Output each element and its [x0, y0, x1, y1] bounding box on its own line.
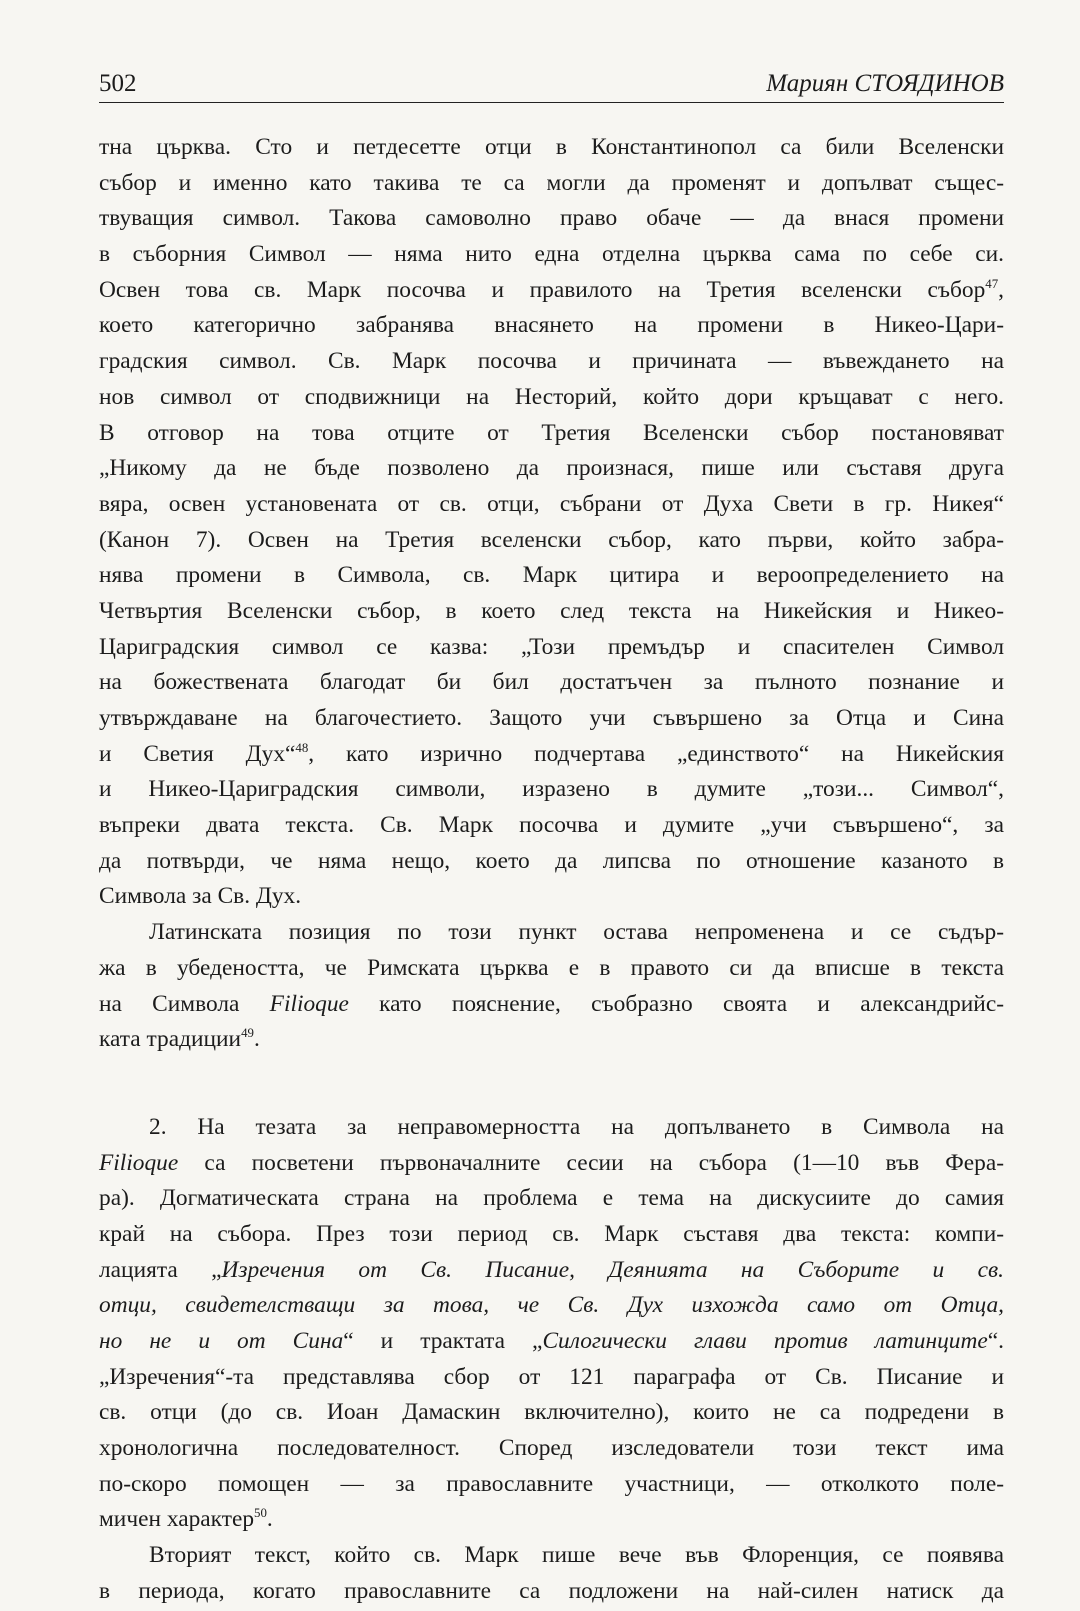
footnote-ref-47: 47 [985, 276, 999, 291]
text-line: Четвъртия Вселенски събор, в което след текста на Никейския и Никео- [99, 597, 1004, 624]
paragraph-2 [99, 915, 1004, 1058]
text-line: на божествената благодат би бил достатъчен за пълното познание и [99, 669, 1004, 696]
text-segment: . [253, 1026, 260, 1053]
text-line: „Изречения“-та представлява сбор от 121 параграфа от Св. Писание и [99, 1363, 1004, 1390]
paragraph-1 [99, 130, 1004, 915]
text-line: вяра, освен установената от св. отци, събрани от Духа Свети в гр. Никея“ [99, 490, 1004, 517]
text-line [99, 737, 1004, 773]
paragraph-4 [99, 1538, 1004, 1609]
text-line: ра). Догматическата страна на проблема е тема на дискусиите до самия [99, 1185, 1004, 1212]
text-line: градския символ. Св. Марк посочва и причината — въвеждането на [99, 348, 1004, 375]
text-segment: , [998, 276, 1004, 303]
text-line: „Никому да не бъде позволено да произнася, пише или съставя друга [99, 455, 1004, 482]
italic-term: Filioque [99, 1149, 179, 1176]
text-segment: лацията „ [99, 1256, 222, 1283]
footnote-ref-50: 50 [254, 1506, 267, 1521]
text-line [99, 1502, 1004, 1538]
text-line: В отговор на това отците от Третия Вселенски събор постановяват [99, 419, 1004, 446]
section-gap [99, 1058, 1004, 1110]
footnote-ref-49: 49 [241, 1026, 254, 1041]
italic-title: но не и от Сина [99, 1328, 344, 1354]
text-segment: и Светия Дух“ [99, 740, 296, 767]
text-line: въпреки двата текста. Св. Марк посочва и думите „учи съвършено“, за [99, 812, 1004, 839]
italic-title: Силогически глави против латинците [542, 1328, 988, 1354]
text-segment: мичен характер [99, 1506, 255, 1533]
text-line [99, 1324, 1004, 1360]
text-line: (Канон 7). Освен на Третия вселенски събор, като първи, който забра- [99, 526, 1004, 553]
text-line: в периода, когато православните са подложени на най-силен натиск да [99, 1577, 1004, 1604]
text-line: което категорично забранява внасянето на промени в Никео-Цари- [99, 312, 1004, 339]
text-segment: са посветени първоначалните сесии на събора (1—10 във Фера- [178, 1149, 1004, 1176]
text-line: Вторият текст, който св. Марк пише вече във Флоренция, се появява [149, 1542, 1004, 1569]
text-segment: “. [987, 1328, 1004, 1354]
text-line: твуващия символ. Такова самоволно право обаче — да внася промени [99, 205, 1004, 232]
italic-term: Filioque [269, 990, 349, 1017]
text-line: утвърждаване на благочестието. Защото учи съвършено за Отца и Сина [99, 705, 1004, 731]
text-segment: “ и трактата „ [343, 1328, 543, 1354]
text-line: нява промени в Символа, св. Марк цитира и вероопределението на [99, 562, 1004, 589]
text-line: Латинската позиция по този пункт остава непроменена и се съдър- [149, 919, 1004, 946]
text-line: св. отци (до св. Иоан Дамаскин включително), които не са подредени в [99, 1399, 1004, 1426]
body-text [99, 130, 1004, 1610]
text-line: тна църква. Сто и петдесетте отци в Константинопол са били Вселенски [99, 134, 1004, 160]
text-line [99, 987, 1004, 1023]
text-line [99, 1253, 1004, 1289]
text-line: да потвърди, че няма нещо, което да липсва по отношение казаното в [99, 847, 1004, 874]
italic-title: отци, свидетелстващи за това, че Св. Дух изхожда само от Отца, [99, 1292, 1004, 1319]
text-line: в съборния Символ — няма нито една отделна църква сама по себе си. [99, 241, 1004, 268]
text-line: 2. На тезата за неправомерността на допълването в Символа на [149, 1113, 1004, 1140]
text-line: нов символ от сподвижници на Несторий, който дори кръщават с него. [99, 383, 1004, 410]
text-line [99, 1022, 1004, 1058]
text-line: Цариградския символ се казва: „Този премъдър и спасителен Символ [99, 633, 1004, 660]
text-line [99, 1288, 1004, 1324]
text-line [99, 1146, 1004, 1182]
text-segment: , като изрично подчертава „единството“ на Никейския [308, 740, 1004, 767]
text-line: край на събора. През този период св. Марк съставя два текста: компи- [99, 1220, 1004, 1247]
paragraph-3 [99, 1110, 1004, 1538]
text-line [99, 273, 1004, 309]
page-header [99, 64, 1004, 103]
page-number: 502 [99, 70, 137, 97]
footnote-ref-48: 48 [295, 740, 309, 755]
running-title: Мариян СТОЯДИНОВ [766, 70, 1004, 97]
text-line: хронологична последователност. Според изследователи този текст има [99, 1435, 1004, 1462]
text-line: събор и именно като такива те са могли да променят и допълват същес- [99, 169, 1004, 196]
text-segment: Освен това св. Марк посочва и правилото на Третия вселенски събор [99, 276, 986, 303]
italic-title: Изречения от Св. Писание, Деянията на Съборите и св. [221, 1256, 1004, 1283]
text-line: и Никео-Цариградския символи, изразено в думите „този... Символ“, [99, 776, 1004, 803]
text-segment: ката традиции [99, 1026, 242, 1053]
text-line: жа в убедеността, че Римската църква е в правото си да вписше в текста [99, 954, 1004, 981]
text-segment: . [266, 1506, 273, 1533]
text-line: Символа за Св. Дух. [99, 883, 302, 910]
text-segment: като пояснение, съобразно своята и александрийс- [348, 990, 1004, 1017]
text-line: по-скоро помощен — за православните участници, — отколкото поле- [99, 1470, 1004, 1497]
text-segment: на Символа [99, 990, 270, 1017]
